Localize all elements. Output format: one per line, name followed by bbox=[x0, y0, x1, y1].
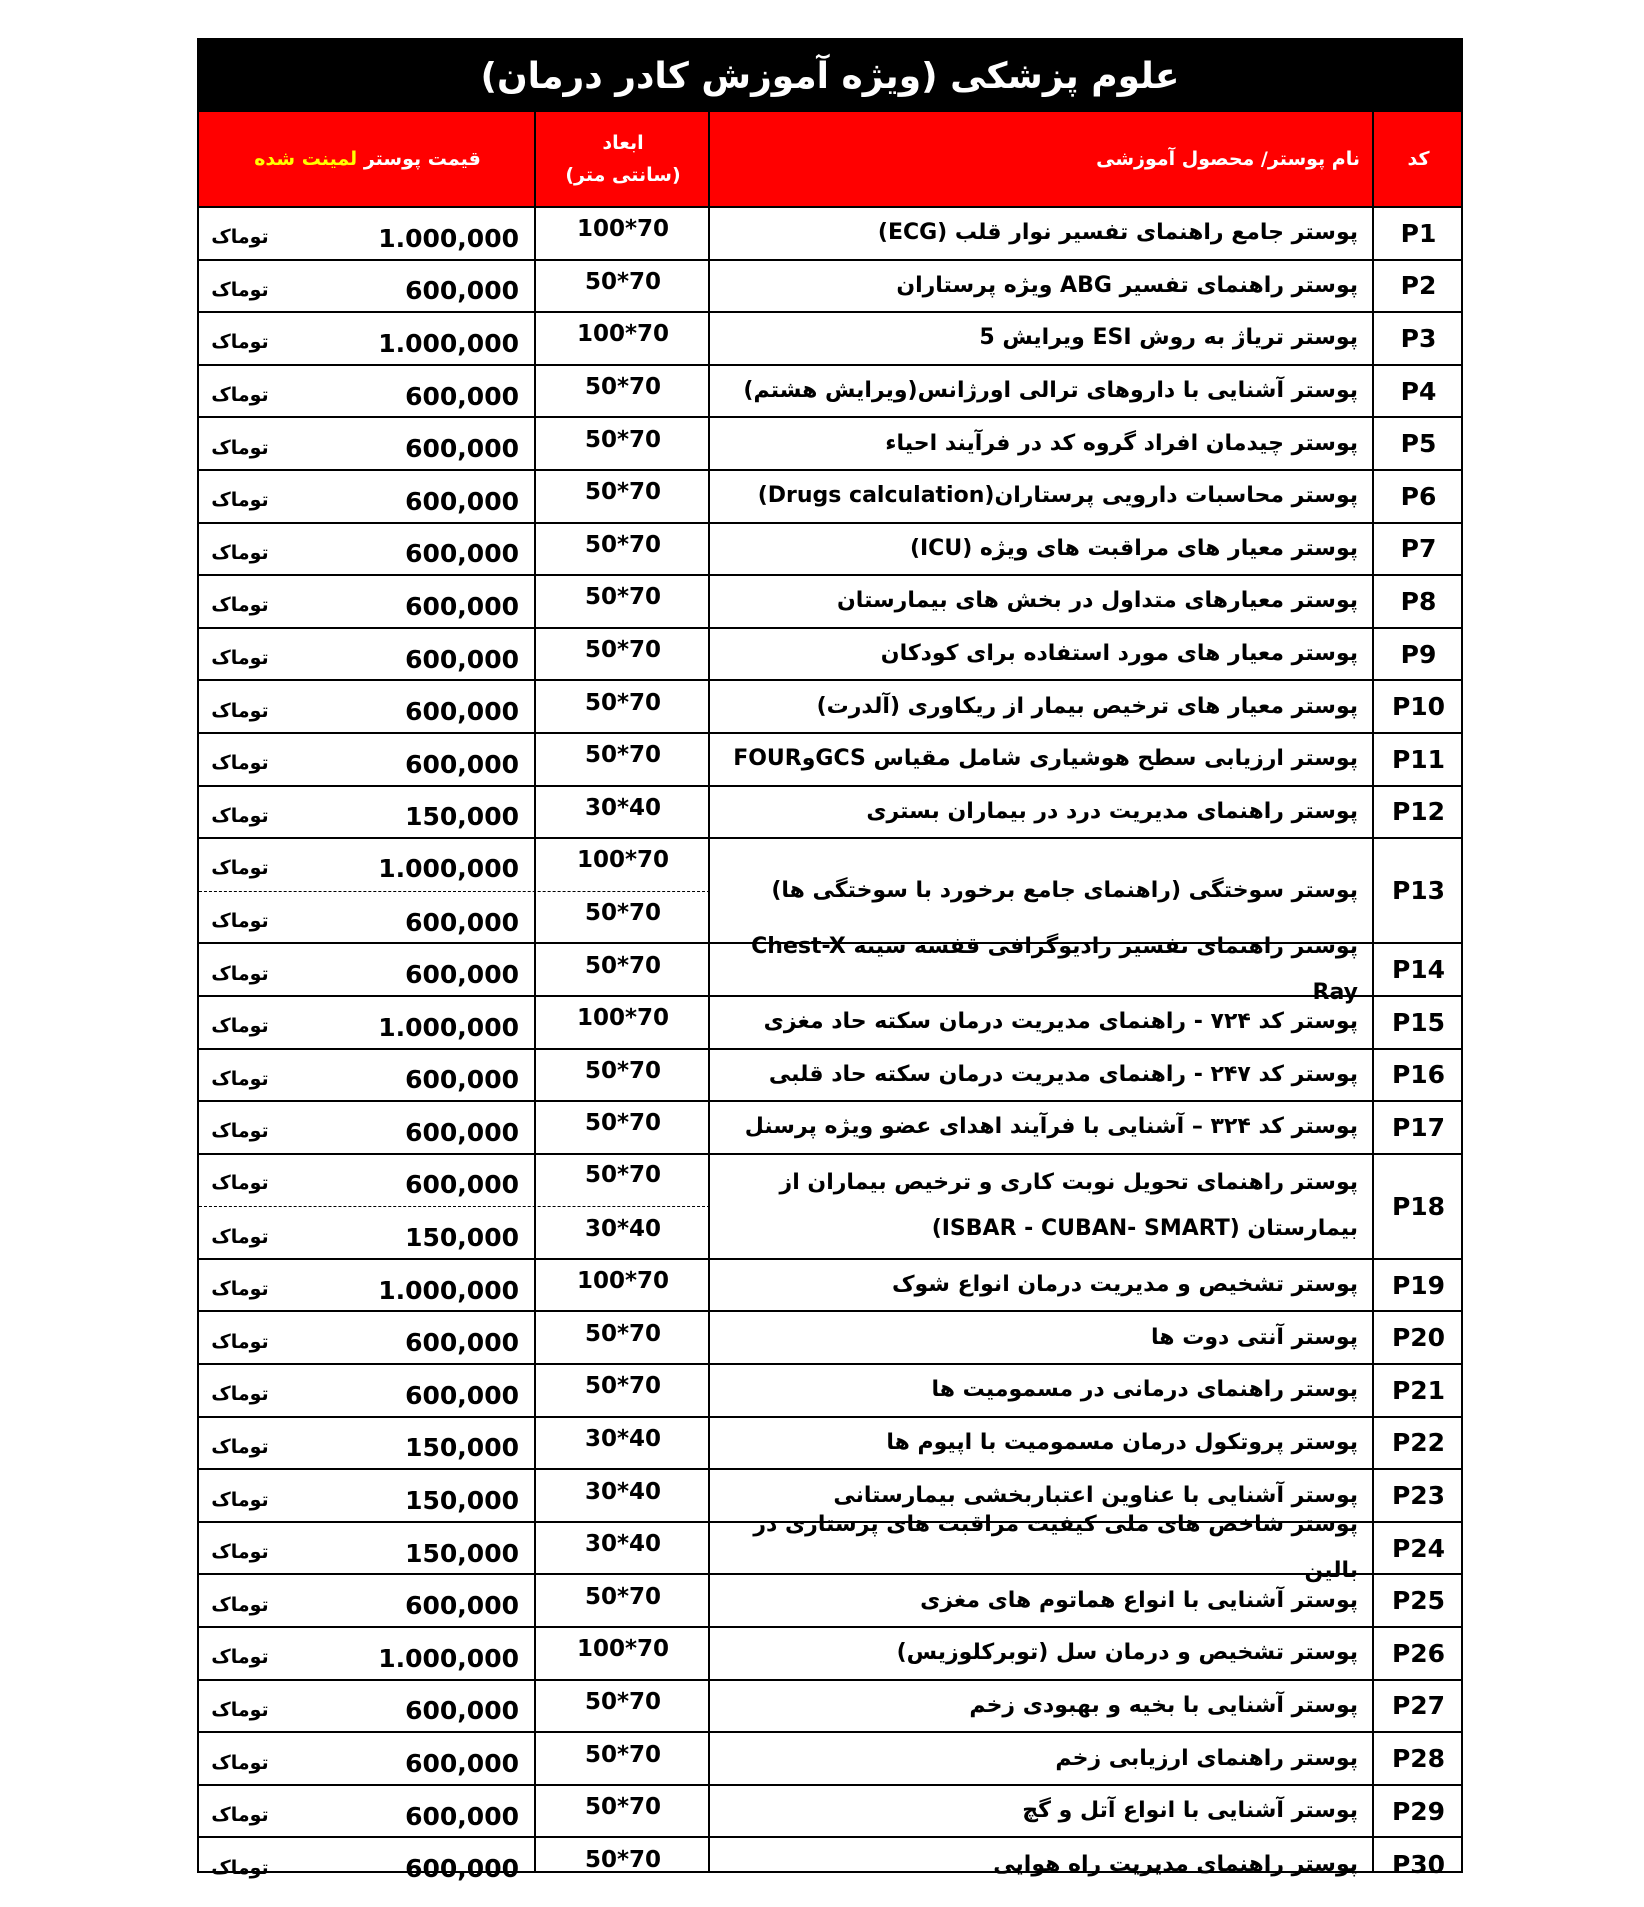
row-product-name: پوستر کد ۳۲۴ – آشنایی با فرآیند اهدای عضو ویژه پرسنل bbox=[744, 1114, 1358, 1140]
row-code: P11 bbox=[1391, 744, 1446, 774]
table-row bbox=[199, 208, 1461, 261]
brand-logo: توماک bbox=[211, 1488, 269, 1511]
row-price: 600,000 bbox=[405, 1380, 519, 1410]
brand-logo: توماک bbox=[211, 1435, 269, 1458]
brand-logo: توماک bbox=[211, 226, 269, 249]
table-row bbox=[199, 1681, 1461, 1734]
row-product-name: پوستر شاخص های ملی کیفیت مراقبت های پرستاری در بالین bbox=[753, 1512, 1358, 1584]
brand-logo: توماک bbox=[211, 1278, 269, 1301]
table-row bbox=[199, 1155, 1461, 1260]
row-code: P30 bbox=[1391, 1850, 1446, 1880]
table-row bbox=[199, 471, 1461, 524]
row-code: P27 bbox=[1391, 1691, 1446, 1721]
row-price: 600,000 bbox=[405, 697, 519, 727]
row-product-name: پوستر کد ۲۴۷ - راهنمای مدیریت درمان سکته حاد قلبی bbox=[768, 1061, 1358, 1087]
row-price: 600,000 bbox=[405, 381, 519, 411]
row-product-name: پوستر معیار های مراقبت های ویژه (ICU) bbox=[909, 535, 1358, 561]
row-dimensions: 30*40 bbox=[584, 1478, 662, 1505]
header-dimensions-line2: (سانتی متر) bbox=[565, 164, 681, 186]
row-product-name: پوستر راهنمای تحویل نوبت کاری و ترخیص بیماران از بیمارستان (ISBAR - CUBAN- SMART) bbox=[779, 1170, 1358, 1242]
row-dimensions: 100*70 bbox=[576, 1636, 670, 1663]
header-dimensions bbox=[536, 112, 710, 206]
row-dimensions: 30*40 bbox=[584, 1425, 662, 1452]
row-code: P6 bbox=[1400, 481, 1437, 511]
row-dimensions: 50*70 bbox=[584, 1057, 662, 1084]
row-price: 1.000,000 bbox=[378, 1643, 519, 1673]
row-size-option bbox=[199, 1681, 710, 1734]
row-price: 600,000 bbox=[405, 960, 519, 990]
row-code: P21 bbox=[1391, 1375, 1446, 1405]
table-row bbox=[199, 366, 1461, 419]
brand-logo: توماک bbox=[211, 1751, 269, 1774]
row-size-option bbox=[199, 839, 710, 892]
price-list-table bbox=[197, 38, 1463, 1884]
brand-logo: توماک bbox=[211, 1383, 269, 1406]
table-row bbox=[199, 1512, 1461, 1584]
row-product-name: پوستر معیارهای متداول در بخش های بیمارستان bbox=[837, 588, 1358, 614]
table-body bbox=[199, 208, 1461, 1891]
row-product-name: پوستر جامع راهنمای تفسیر نوار قلب (ECG) bbox=[877, 220, 1358, 246]
row-size-option bbox=[199, 1260, 710, 1313]
row-price: 1.000,000 bbox=[378, 1012, 519, 1042]
brand-logo: توماک bbox=[211, 1593, 269, 1616]
brand-logo: توماک bbox=[211, 647, 269, 670]
table-row bbox=[199, 1575, 1461, 1628]
row-size-option bbox=[199, 1050, 710, 1103]
brand-logo: توماک bbox=[211, 1120, 269, 1143]
table-row bbox=[199, 787, 1461, 840]
brand-logo: توماک bbox=[211, 541, 269, 564]
table-row bbox=[199, 576, 1461, 629]
table-row bbox=[199, 1102, 1461, 1155]
row-size-option bbox=[199, 1628, 710, 1681]
row-size-option bbox=[199, 1365, 710, 1418]
brand-logo: توماک bbox=[211, 436, 269, 459]
row-size-option bbox=[199, 734, 710, 787]
row-code: P14 bbox=[1391, 955, 1446, 985]
row-size-option bbox=[199, 366, 710, 419]
brand-logo: توماک bbox=[211, 331, 269, 354]
brand-logo: توماک bbox=[211, 962, 269, 985]
row-dimensions: 100*70 bbox=[576, 1268, 670, 1295]
row-dimensions: 50*70 bbox=[584, 374, 662, 401]
row-product-name: پوستر معیار های ترخیص بیمار از ریکاوری (آلدرت) bbox=[816, 693, 1358, 719]
row-dimensions: 50*70 bbox=[584, 479, 662, 506]
row-price: 600,000 bbox=[405, 434, 519, 464]
row-price: 1.000,000 bbox=[378, 854, 519, 884]
table-row bbox=[199, 734, 1461, 787]
row-code: P7 bbox=[1400, 534, 1437, 564]
row-size-option bbox=[199, 576, 710, 629]
row-code: P26 bbox=[1391, 1638, 1446, 1668]
brand-logo: توماک bbox=[211, 1172, 269, 1195]
row-dimensions: 50*70 bbox=[584, 742, 662, 769]
row-price: 600,000 bbox=[405, 644, 519, 674]
row-size-option bbox=[199, 629, 710, 682]
row-product-name: پوستر راهنمای تفسیر رادیوگرافی قفسه سینه Chest-X Ray bbox=[751, 933, 1358, 1005]
table-row bbox=[199, 933, 1461, 1005]
brand-logo: توماک bbox=[211, 699, 269, 722]
row-code: P4 bbox=[1400, 376, 1437, 406]
header-row bbox=[199, 112, 1461, 208]
row-dimensions: 50*70 bbox=[584, 952, 662, 979]
row-price: 600,000 bbox=[405, 907, 519, 937]
row-dimensions: 100*70 bbox=[576, 321, 670, 348]
row-dimensions: 50*70 bbox=[584, 1688, 662, 1715]
row-dimensions: 30*40 bbox=[584, 794, 662, 821]
table-row bbox=[199, 1312, 1461, 1365]
row-product-name: پوستر ارزیابی سطح هوشیاری شامل مقیاس GCSوFOUR bbox=[733, 746, 1358, 772]
row-dimensions: 50*70 bbox=[584, 1110, 662, 1137]
row-dimensions: 50*70 bbox=[584, 1794, 662, 1821]
row-product-name: پوستر تشخیص و درمان سل (توبرکلوزیس) bbox=[896, 1640, 1358, 1666]
row-dimensions: 50*70 bbox=[584, 1583, 662, 1610]
row-product-name: پوستر آشنایی با انواع هماتوم های مغزی bbox=[920, 1587, 1358, 1613]
row-price: 600,000 bbox=[405, 1591, 519, 1621]
row-code: P5 bbox=[1400, 429, 1437, 459]
brand-logo: توماک bbox=[211, 1856, 269, 1879]
brand-logo: توماک bbox=[211, 1541, 269, 1564]
brand-logo: توماک bbox=[211, 489, 269, 512]
row-product-name: پوستر چیدمان افراد گروه کد در فرآیند احیاء bbox=[885, 430, 1358, 456]
row-dimensions: 50*70 bbox=[584, 1320, 662, 1347]
row-price: 600,000 bbox=[405, 539, 519, 569]
row-product-name: پوستر محاسبات دارویی پرستاران(Drugs calculation) bbox=[757, 483, 1358, 509]
row-code: P28 bbox=[1391, 1744, 1446, 1774]
row-product-name: پوستر آشنایی با بخیه و بهبودی زخم bbox=[969, 1692, 1358, 1718]
row-size-option bbox=[199, 524, 710, 577]
table-row bbox=[199, 1260, 1461, 1313]
row-size-option bbox=[199, 944, 710, 997]
brand-logo: توماک bbox=[211, 856, 269, 879]
row-product-name: پوستر راهنمای ارزیابی زخم bbox=[1055, 1745, 1358, 1771]
row-code: P18 bbox=[1391, 1191, 1446, 1221]
table-title: علوم پزشکی (ویژه آموزش کادر درمان) bbox=[199, 40, 1461, 112]
row-dimensions: 50*70 bbox=[584, 689, 662, 716]
row-size-option bbox=[199, 787, 710, 840]
header-dimensions-line1: ابعاد bbox=[602, 132, 644, 154]
row-size-option bbox=[199, 1523, 710, 1576]
brand-logo: توماک bbox=[211, 1015, 269, 1038]
row-dimensions: 100*70 bbox=[576, 216, 670, 243]
brand-logo: توماک bbox=[211, 1225, 269, 1248]
row-product-name: پوستر تشخیص و مدیریت درمان انواع شوک bbox=[891, 1272, 1358, 1298]
row-price: 600,000 bbox=[405, 1065, 519, 1095]
table-row bbox=[199, 313, 1461, 366]
row-product-name: پوستر آشنایی با انواع آتل و گچ bbox=[1022, 1798, 1358, 1824]
header-name: نام پوستر/ محصول آموزشی bbox=[1096, 148, 1360, 170]
row-dimensions: 100*70 bbox=[576, 1005, 670, 1032]
table-row bbox=[199, 1628, 1461, 1681]
table-row bbox=[199, 1418, 1461, 1471]
row-price: 600,000 bbox=[405, 749, 519, 779]
row-price: 1.000,000 bbox=[378, 223, 519, 253]
row-code: P17 bbox=[1391, 1112, 1446, 1142]
row-price: 600,000 bbox=[405, 1801, 519, 1831]
row-size-option bbox=[199, 261, 710, 314]
row-code: P23 bbox=[1391, 1481, 1446, 1511]
brand-logo: توماک bbox=[211, 594, 269, 617]
row-code: P8 bbox=[1400, 586, 1437, 616]
row-dimensions: 50*70 bbox=[584, 1162, 662, 1189]
row-size-option bbox=[199, 892, 710, 945]
row-product-name: پوستر آشنایی با داروهای ترالی اورژانس(ویرایش هشتم) bbox=[743, 378, 1358, 404]
row-price: 600,000 bbox=[405, 591, 519, 621]
brand-logo: توماک bbox=[211, 278, 269, 301]
brand-logo: توماک bbox=[211, 910, 269, 933]
row-dimensions: 50*70 bbox=[584, 637, 662, 664]
row-size-option bbox=[199, 1155, 710, 1208]
row-size-option bbox=[199, 471, 710, 524]
row-code: P3 bbox=[1400, 323, 1437, 353]
row-code: P16 bbox=[1391, 1060, 1446, 1090]
row-product-name: پوستر راهنمای مدیریت راه هوایی bbox=[993, 1851, 1358, 1877]
row-price: 1.000,000 bbox=[378, 1275, 519, 1305]
row-code: P10 bbox=[1391, 692, 1446, 722]
brand-logo: توماک bbox=[211, 384, 269, 407]
table-row bbox=[199, 1786, 1461, 1839]
row-product-name: پوستر آنتی دوت ها bbox=[1151, 1324, 1358, 1350]
row-size-option bbox=[199, 1312, 710, 1365]
row-size-option bbox=[199, 313, 710, 366]
row-product-name: پوستر معیار های مورد استفاده برای کودکان bbox=[880, 641, 1358, 667]
table-row bbox=[199, 1365, 1461, 1418]
row-size-option bbox=[199, 1575, 710, 1628]
row-size-option bbox=[199, 1470, 710, 1523]
row-code: P12 bbox=[1391, 797, 1446, 827]
row-product-name: پوستر کد ۷۲۴ - راهنمای مدیریت درمان سکته حاد مغزی bbox=[763, 1009, 1358, 1035]
table-row bbox=[199, 681, 1461, 734]
row-dimensions: 30*40 bbox=[584, 1215, 662, 1242]
row-size-option bbox=[199, 1733, 710, 1786]
table-row bbox=[199, 524, 1461, 577]
row-code: P9 bbox=[1400, 639, 1437, 669]
row-dimensions: 50*70 bbox=[584, 1846, 662, 1873]
brand-logo: توماک bbox=[211, 1067, 269, 1090]
row-size-option bbox=[199, 997, 710, 1050]
brand-logo: توماک bbox=[211, 1330, 269, 1353]
row-price: 150,000 bbox=[405, 1433, 519, 1463]
row-code: P22 bbox=[1391, 1428, 1446, 1458]
row-product-name: پوستر راهنمای تفسیر ABG ویژه پرستاران bbox=[896, 272, 1358, 298]
row-product-name: پوستر پروتکول درمان مسمومیت با اپیوم ها bbox=[886, 1429, 1358, 1455]
table-row bbox=[199, 1838, 1461, 1891]
row-code: P2 bbox=[1400, 271, 1437, 301]
row-price: 600,000 bbox=[405, 1696, 519, 1726]
header-code: کد bbox=[1407, 148, 1430, 170]
row-dimensions: 50*70 bbox=[584, 531, 662, 558]
row-code: P29 bbox=[1391, 1796, 1446, 1826]
row-code: P19 bbox=[1391, 1270, 1446, 1300]
table-row bbox=[199, 629, 1461, 682]
row-price: 600,000 bbox=[405, 1169, 519, 1199]
row-price: 600,000 bbox=[405, 1117, 519, 1147]
row-price: 150,000 bbox=[405, 802, 519, 832]
row-code: P1 bbox=[1400, 218, 1437, 248]
row-price: 600,000 bbox=[405, 276, 519, 306]
row-code: P20 bbox=[1391, 1323, 1446, 1353]
row-code: P15 bbox=[1391, 1007, 1446, 1037]
row-product-name: پوستر تریاژ به روش ESI ویرایش 5 bbox=[979, 325, 1358, 351]
row-product-name: پوستر آشنایی با عناوین اعتباربخشی بیمارستانی bbox=[833, 1482, 1358, 1508]
row-dimensions: 50*70 bbox=[584, 426, 662, 453]
table-row bbox=[199, 1733, 1461, 1786]
row-price: 600,000 bbox=[405, 1854, 519, 1884]
row-size-option bbox=[199, 1207, 710, 1260]
row-code: P24 bbox=[1391, 1533, 1446, 1563]
header-price-highlight: لمینت شده bbox=[254, 148, 358, 170]
row-product-name: پوستر راهنمای درمانی در مسمومیت ها bbox=[931, 1377, 1358, 1403]
row-dimensions: 50*70 bbox=[584, 1373, 662, 1400]
row-size-option bbox=[199, 418, 710, 471]
row-dimensions: 50*70 bbox=[584, 268, 662, 295]
row-price: 150,000 bbox=[405, 1486, 519, 1516]
row-product-name: پوستر راهنمای مدیریت درد در بیماران بستری bbox=[866, 798, 1358, 824]
row-dimensions: 50*70 bbox=[584, 584, 662, 611]
row-price: 600,000 bbox=[405, 1749, 519, 1779]
row-dimensions: 50*70 bbox=[584, 900, 662, 927]
row-price: 150,000 bbox=[405, 1223, 519, 1253]
table-row bbox=[199, 1050, 1461, 1103]
header-price-prefix: قیمت پوستر bbox=[363, 148, 481, 170]
row-dimensions: 30*40 bbox=[584, 1531, 662, 1558]
row-size-option bbox=[199, 1418, 710, 1471]
row-size-option bbox=[199, 1102, 710, 1155]
brand-logo: توماک bbox=[211, 1646, 269, 1669]
brand-logo: توماک bbox=[211, 1698, 269, 1721]
row-price: 1.000,000 bbox=[378, 328, 519, 358]
row-dimensions: 100*70 bbox=[576, 846, 670, 873]
brand-logo: توماک bbox=[211, 804, 269, 827]
table-row bbox=[199, 261, 1461, 314]
row-price: 600,000 bbox=[405, 486, 519, 516]
row-size-option bbox=[199, 681, 710, 734]
row-dimensions: 50*70 bbox=[584, 1741, 662, 1768]
brand-logo: توماک bbox=[211, 1804, 269, 1827]
brand-logo: توماک bbox=[211, 752, 269, 775]
table-row bbox=[199, 418, 1461, 471]
row-price: 600,000 bbox=[405, 1328, 519, 1358]
row-code: P13 bbox=[1391, 876, 1446, 906]
row-price: 150,000 bbox=[405, 1538, 519, 1568]
table-row bbox=[199, 997, 1461, 1050]
row-size-option bbox=[199, 1838, 710, 1891]
header-price bbox=[199, 112, 536, 206]
row-size-option bbox=[199, 1786, 710, 1839]
row-size-option bbox=[199, 208, 710, 261]
row-code: P25 bbox=[1391, 1586, 1446, 1616]
row-product-name: پوستر سوختگی (راهنمای جامع برخورد با سوختگی ها) bbox=[771, 877, 1358, 903]
